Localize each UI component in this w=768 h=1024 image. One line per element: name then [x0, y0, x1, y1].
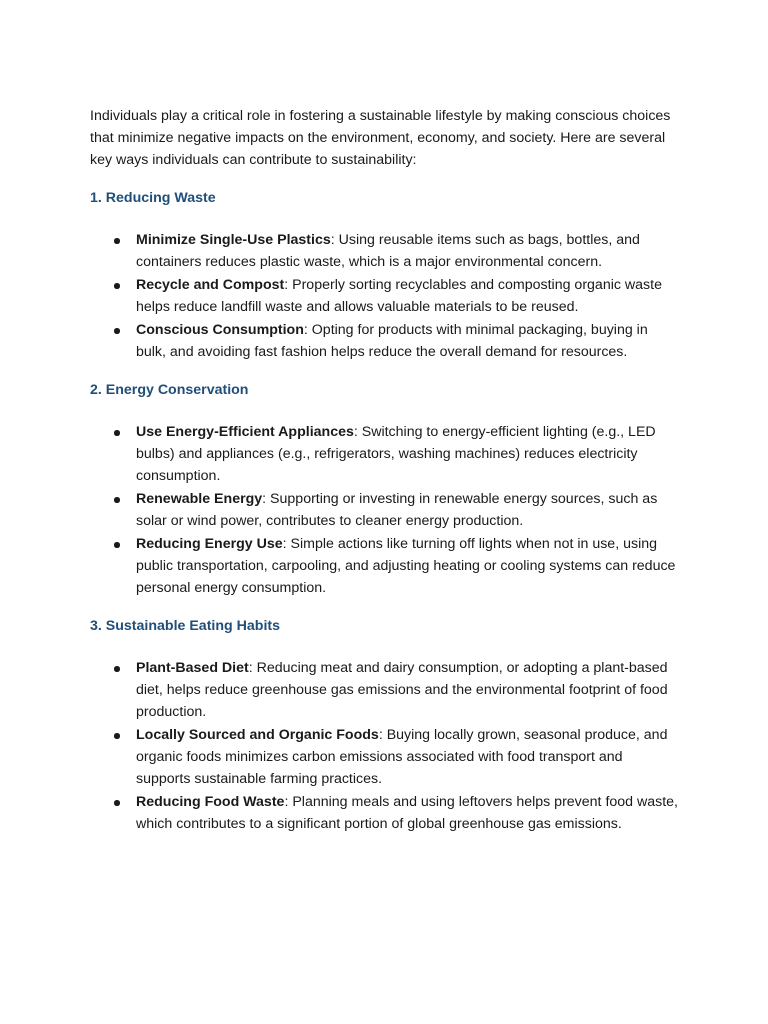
item-term: Reducing Food Waste — [136, 794, 285, 810]
item-term: Minimize Single-Use Plastics — [136, 232, 331, 248]
bullet-icon — [114, 542, 120, 548]
item-text: : Using reusable items such as bags, bottles, and containers reduces plastic waste, which is a major environmental concern. — [136, 232, 640, 270]
item-text: : Opting for products with minimal packaging, buying in bulk, and avoiding fast fashion helps reduce the overall demand for resources. — [136, 322, 648, 360]
item-term: Renewable Energy — [136, 491, 263, 507]
list-item — [90, 533, 680, 599]
item-text: : Simple actions like turning off lights when not in use, using public transportation, carpooling, and adjusting heating or cooling systems can reduce personal energy consumption. — [136, 536, 676, 596]
bullet-icon — [114, 283, 120, 289]
item-text: : Buying locally grown, seasonal produce, and organic foods minimizes carbon emissions associated with food transport and supports sustainable farming practices. — [136, 727, 668, 787]
list-item — [90, 657, 680, 723]
bullet-icon — [114, 430, 120, 436]
intro-paragraph: Individuals play a critical role in fostering a sustainable lifestyle by making conscious choices that minimize negative impacts on the environment, economy, and society. Here are several key ways individuals can contribute to sustainability: — [90, 108, 671, 168]
list-item — [90, 274, 680, 318]
list-item — [90, 724, 680, 790]
item-term: Plant-Based Diet — [136, 660, 249, 676]
bullet-icon — [114, 666, 120, 672]
section-heading: 1. Reducing Waste — [90, 190, 216, 206]
bullet-icon — [114, 497, 120, 503]
bullet-icon — [114, 238, 120, 244]
list-item — [90, 319, 680, 363]
item-term: Locally Sourced and Organic Foods — [136, 727, 379, 743]
item-term: Use Energy-Efficient Appliances — [136, 424, 354, 440]
list-item — [90, 488, 680, 532]
bullet-list — [90, 657, 680, 835]
list-item — [90, 791, 680, 835]
section-energy-conservation — [90, 379, 680, 599]
section-sustainable-eating — [90, 615, 680, 835]
bullet-list — [90, 229, 680, 363]
bullet-list — [90, 421, 680, 599]
item-term: Conscious Consumption — [136, 322, 304, 338]
item-text: : Planning meals and using leftovers helps prevent food waste, which contributes to a significant portion of global greenhouse gas emissions. — [136, 794, 678, 832]
bullet-icon — [114, 800, 120, 806]
item-text: : Supporting or investing in renewable energy sources, such as solar or wind power, contributes to cleaner energy production. — [136, 491, 658, 529]
section-heading: 2. Energy Conservation — [90, 382, 249, 398]
bullet-icon — [114, 733, 120, 739]
bullet-icon — [114, 328, 120, 334]
section-heading: 3. Sustainable Eating Habits — [90, 618, 281, 634]
item-text: : Properly sorting recyclables and composting organic waste helps reduce landfill waste and allows valuable materials to be reused. — [136, 277, 662, 315]
item-term: Recycle and Compost — [136, 277, 285, 293]
item-text: : Reducing meat and dairy consumption, or adopting a plant-based diet, helps reduce greenhouse gas emissions and the environmental footprint of food production. — [136, 660, 668, 720]
section-reducing-waste — [90, 187, 680, 363]
list-item — [90, 421, 680, 487]
list-item — [90, 229, 680, 273]
item-text: : Switching to energy-efficient lighting (e.g., LED bulbs) and appliances (e.g., refrigerators, washing machines) reduces electricity consumption. — [136, 424, 656, 484]
item-term: Reducing Energy Use — [136, 536, 283, 552]
document-page — [90, 105, 680, 851]
